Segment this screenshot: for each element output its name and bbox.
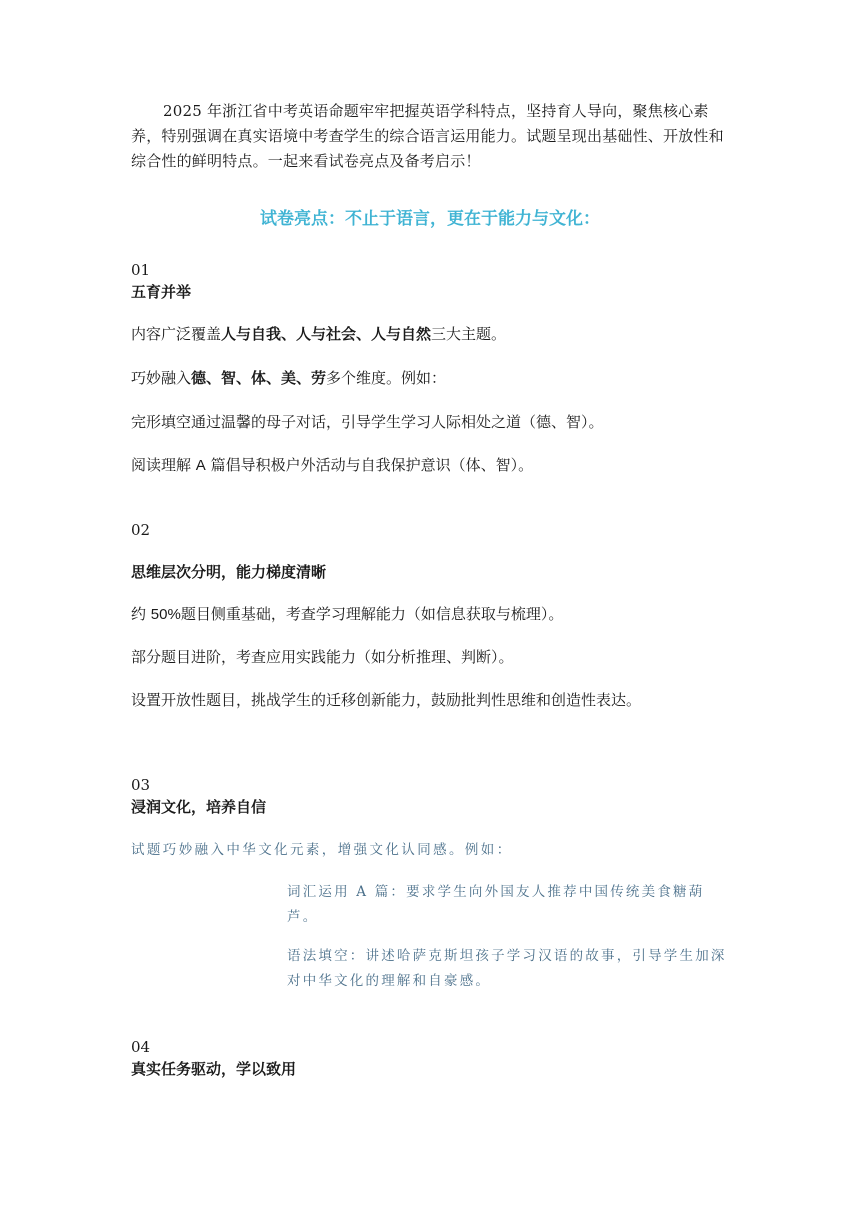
section-01-paragraph-4 <box>131 453 728 478</box>
text-run: 内容广泛覆盖 <box>131 325 222 343</box>
section-number-03: 03 <box>131 776 151 794</box>
intro-paragraph: 2025 年浙江省中考英语命题牢牢把握英语学科特点，坚持育人导向，聚焦核心素养，特别强调在真实语境中考查学生的综合语言运用能力。试题呈现出基础性、开放性和综合性的鲜明特点。一起来看试卷亮点及备考启示！ <box>131 102 724 170</box>
text-run: 三大主题。 <box>431 325 507 343</box>
bold-text-run: 人与自我、人与社会、人与自然 <box>221 325 432 343</box>
section-heading-02: 思维层次分明，能力梯度清晰 <box>131 563 327 581</box>
section-01-paragraph-3: 完形填空通过温馨的母子对话，引导学生学习人际相处之道（德、智）。 <box>131 413 604 431</box>
text-run: 阅读理解 <box>131 456 196 474</box>
section-02-paragraph-1 <box>131 602 728 627</box>
latin-text-run: A <box>195 457 206 474</box>
section-heading-01: 五育并举 <box>131 283 192 301</box>
section-03-lead: 试题巧妙融入中华文化元素，增强文化认同感。例如： <box>131 842 513 858</box>
text-run: 约 <box>131 605 151 623</box>
text-run: 题目侧重基础，考查学习理解能力（如信息获取与梳理）。 <box>180 605 564 623</box>
section-01-paragraph-2 <box>131 366 728 391</box>
text-run: 篇倡导积极户外活动与自我保护意识（体、智）。 <box>205 456 534 474</box>
section-number-01: 01 <box>131 261 151 279</box>
section-02-paragraph-3: 设置开放性题目，挑战学生的迁移创新能力，鼓励批判性思维和创造性表达。 <box>131 691 642 709</box>
bold-text-run: 德、智、体、美、劳 <box>191 369 327 387</box>
text-run: 多个维度。例如： <box>326 369 447 387</box>
section-heading-04: 真实任务驱动，学以致用 <box>131 1060 297 1078</box>
section-number-04: 04 <box>131 1038 151 1056</box>
text-run: 巧妙融入 <box>131 369 192 387</box>
section-01-paragraph-1 <box>131 322 728 347</box>
section-heading-03: 浸润文化，培养自信 <box>131 798 267 816</box>
latin-text-run: 50% <box>150 606 181 623</box>
section-03-example-1: 词汇运用 A 篇：要求学生向外国友人推荐中国传统美食糖葫芦。 <box>287 884 705 925</box>
section-02-paragraph-2: 部分题目进阶，考查应用实践能力（如分析推理、判断）。 <box>131 648 514 666</box>
section-03-example-2: 语法填空：讲述哈萨克斯坦孩子学习汉语的故事，引导学生加深对中华文化的理解和自豪感。 <box>287 948 727 989</box>
section-number-02: 02 <box>131 521 151 539</box>
section-title: 试卷亮点：不止于语言，更在于能力与文化： <box>260 209 600 229</box>
